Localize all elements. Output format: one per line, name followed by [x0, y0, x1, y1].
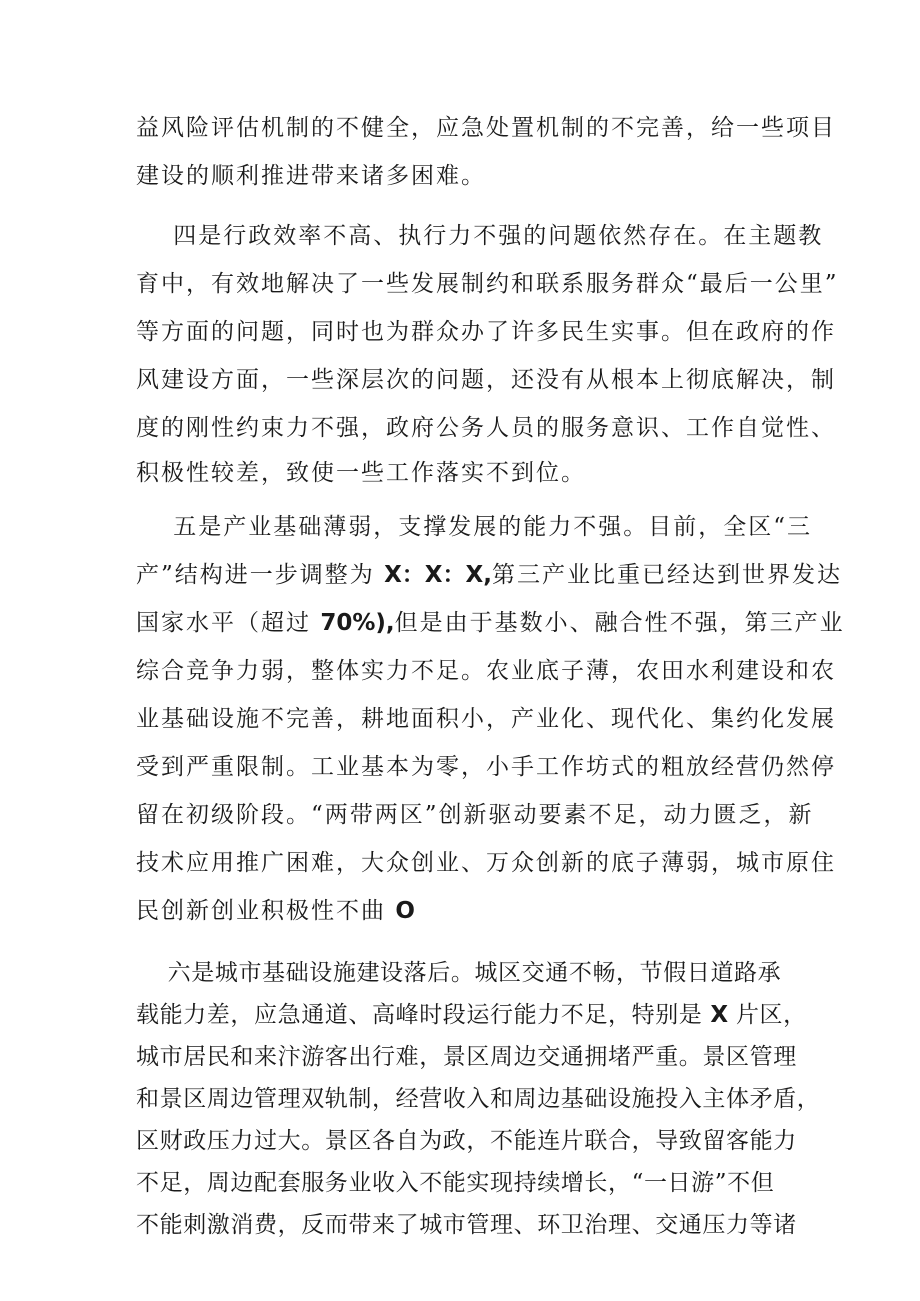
text-line: 留在初级阶段。“两带两区”创新驱动要素不足，动力匮乏，新 [136, 802, 814, 828]
text-span: 片区， [728, 1002, 807, 1028]
text-line: 益风险评估机制的不健全，应急处置机制的不完善，给一些项目 [136, 115, 836, 141]
text-span: 产”结构进一步调整为 [136, 562, 385, 588]
text-line: 综合竞争力弱，整体实力不足。农业底子薄，农田水利建设和农 [136, 658, 836, 684]
text-line: 育中，有效地解决了一些发展制约和联系服务群众“最后一公里” [136, 271, 839, 297]
text-span: 载能力差，应急通道、高峰时段运行能力不足，特别是 [136, 1002, 711, 1028]
text-line: 等方面的问题，同时也为群众办了许多民生实事。但在政府的作 [136, 319, 836, 345]
text-line [136, 896, 796, 926]
text-line: 度的刚性约束力不强，政府公务人员的服务意识、工作自觉性、 [136, 415, 836, 441]
text-line: 业基础设施不完善，耕地面积小，产业化、现代化、集约化发展 [136, 706, 836, 732]
text-line: 技术应用推广困难，大众创业、万众创新的底子薄弱，城市原住 [136, 850, 836, 876]
district-x: X [710, 1002, 729, 1028]
text-line: 建设的顺利推进带来诸多困难。 [136, 163, 486, 189]
text-line: 城市居民和来汴游客出行难，景区周边交通拥堵严重。景区管理 [136, 1044, 797, 1070]
text-line: 不足，周边配套服务业收入不能实现持续增长，“一日游”不但 [136, 1170, 775, 1196]
text-line: 受到严重限制。工业基本为零，小手工作坊式的粗放经营仍然停 [136, 754, 836, 780]
text-span: 国家水平（超过 [136, 610, 321, 636]
text-line: 风建设方面，一些深层次的问题，还没有从根本上彻底解决，制 [136, 367, 836, 393]
text-span: 民创新创业积极性不曲 [136, 898, 396, 924]
text-line: 积极性较差，致使一些工作落实不到位。 [136, 460, 586, 486]
text-span: 第三产业比重已经达到世界发达 [492, 562, 843, 588]
text-line [136, 608, 845, 638]
symbol-o: O [395, 898, 415, 924]
paragraph-6-line: 六是城市基础设施建设落后。城区交通不畅，节假日道路承 [136, 960, 782, 986]
text-line: 不能刺激消费，反而带来了城市管理、环卫治理、交通压力等诸 [136, 1212, 797, 1238]
percent-value: 70%), [320, 610, 395, 636]
paragraph-5-line: 五是产业基础薄弱，支撑发展的能力不强。目前，全区“三 [136, 514, 813, 540]
text-line [136, 560, 843, 590]
text-line [136, 1000, 807, 1030]
text-line: 区财政压力过大。景区各自为政，不能连片联合，导致留客能力 [136, 1128, 797, 1154]
text-line: 和景区周边管理双轨制，经营收入和周边基础设施投入主体矛盾， [136, 1086, 821, 1112]
paragraph-4-line: 四是行政效率不高、执行力不强的问题依然存在。在主题教 [136, 223, 824, 249]
ratio-value: X：X：X, [384, 562, 493, 588]
text-span: 但是由于基数小、融合性不强，第三产业 [394, 610, 845, 636]
